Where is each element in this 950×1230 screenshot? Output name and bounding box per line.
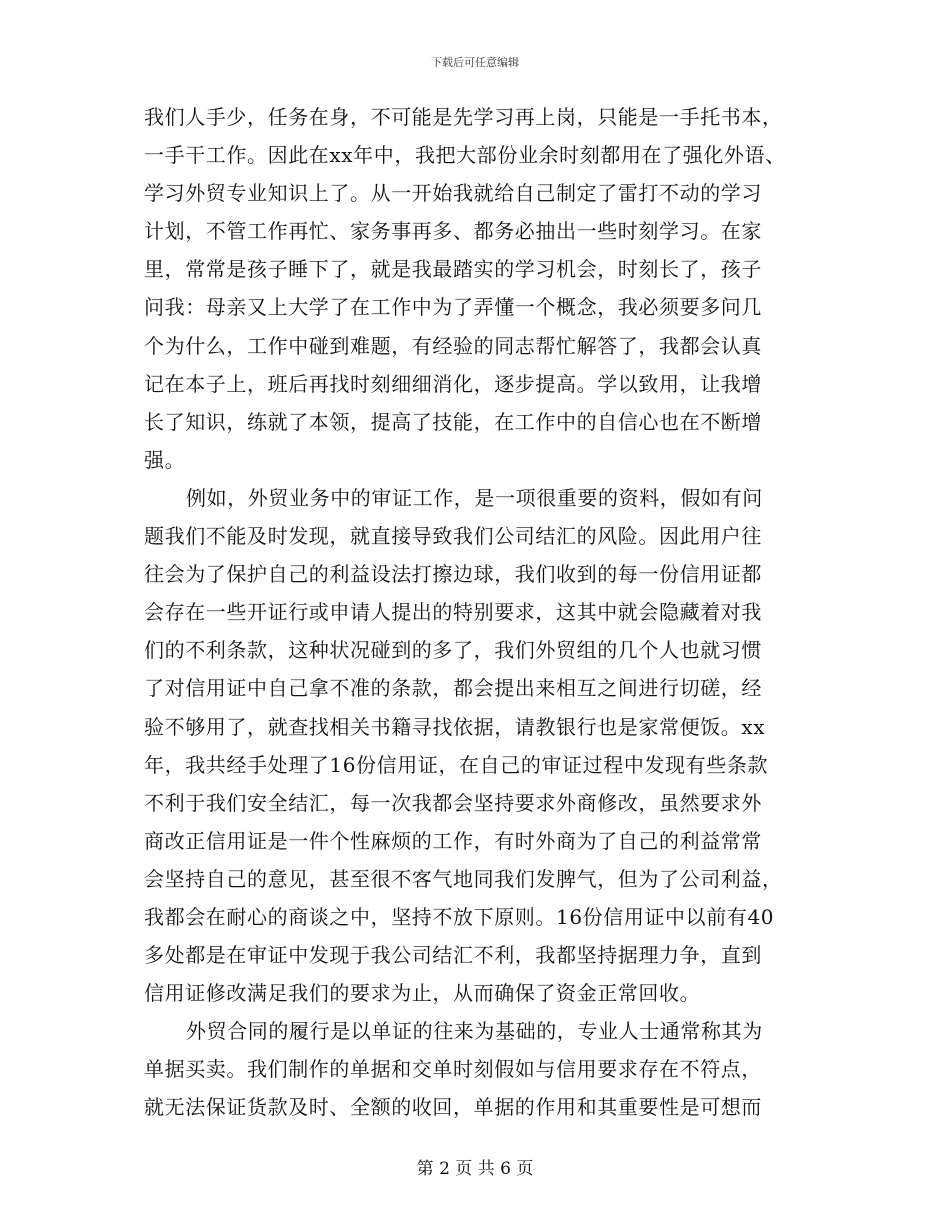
- text-line: 我都会在耐心的商谈之中，坚持不放下原则。16份信用证中以前有40: [144, 904, 775, 929]
- page-number-indicator: 第 2 页 共 6 页: [416, 1159, 534, 1179]
- document-body: [144, 98, 814, 1127]
- text-line: 不利于我们安全结汇，每一次我都会坚持要求外商修改，虽然要求外: [144, 790, 762, 815]
- text-line: 计划，不管工作再忙、家务事再多、都务必抽出一些时刻学习。在家: [144, 219, 762, 244]
- text-line: 验不够用了，就查找相关书籍寻找依据，请教银行也是家常便饭。xx: [144, 714, 766, 739]
- text-line: 商改正信用证是一件个性麻烦的工作，有时外商为了自己的利益常常: [144, 828, 762, 853]
- text-line: 们的不利条款，这种状况碰到的多了，我们外贸组的几个人也就习惯: [144, 638, 762, 663]
- text-line: 记在本子上，班后再找时刻细细消化，逐步提高。学以致用，让我增: [144, 371, 762, 396]
- text-line: 会存在一些开证行或申请人提出的特别要求，这其中就会隐藏着对我: [144, 600, 762, 625]
- text-line: 题我们不能及时发现，就直接导致我们公司结汇的风险。因此用户往: [144, 524, 762, 549]
- paragraph-start-line: 例如，外贸业务中的审证工作，是一项很重要的资料，假如有问: [186, 485, 763, 510]
- text-line: 一手干工作。因此在xx年中，我把大部份业余时刻都用在了强化外语、: [144, 143, 786, 168]
- text-line: 往会为了保护自己的利益设法打擦边球，我们收到的每一份信用证都: [144, 562, 762, 587]
- text-line: 了对信用证中自己拿不准的条款，都会提出来相互之间进行切磋，经: [144, 676, 762, 701]
- text-line: 年，我共经手处理了16份信用证，在自己的审证过程中发现有些条款: [144, 752, 769, 777]
- text-line: 单据买卖。我们制作的单据和交单时刻假如与信用要求存在不符点，: [144, 1057, 762, 1082]
- text-line: 学习外贸专业知识上了。从一开始我就给自己制定了雷打不动的学习: [144, 181, 762, 206]
- text-line: 会坚持自己的意见，甚至很不客气地同我们发脾气，但为了公司利益，: [144, 866, 783, 891]
- paragraph-start-line: 外贸合同的履行是以单证的往来为基础的，专业人士通常称其为: [186, 1019, 763, 1044]
- text-line: 我们人手少，任务在身，不可能是先学习再上岗，只能是一手托书本，: [144, 105, 783, 129]
- text-line: 个为什么，工作中碰到难题，有经验的同志帮忙解答了，我都会认真: [144, 333, 762, 358]
- text-line: 问我：母亲又上大学了在工作中为了弄懂一个概念，我必须要多问几: [144, 295, 762, 320]
- text-line: 强。: [144, 447, 186, 472]
- text-line: 长了知识，练就了本领，提高了技能，在工作中的自信心也在不断增: [144, 409, 762, 434]
- text-line: 信用证修改满足我们的要求为止，从而确保了资金正常回收。: [144, 981, 701, 1006]
- text-line: 里，常常是孩子睡下了，就是我最踏实的学习机会，时刻长了，孩子: [144, 257, 762, 282]
- text-line: 就无法保证货款及时、全额的收回，单据的作用和其重要性是可想而: [144, 1095, 762, 1120]
- page-header-note: 下载后可任意编辑: [431, 56, 519, 69]
- text-line: 多处都是在审证中发现于我公司结汇不利，我都坚持据理力争，直到: [144, 943, 762, 968]
